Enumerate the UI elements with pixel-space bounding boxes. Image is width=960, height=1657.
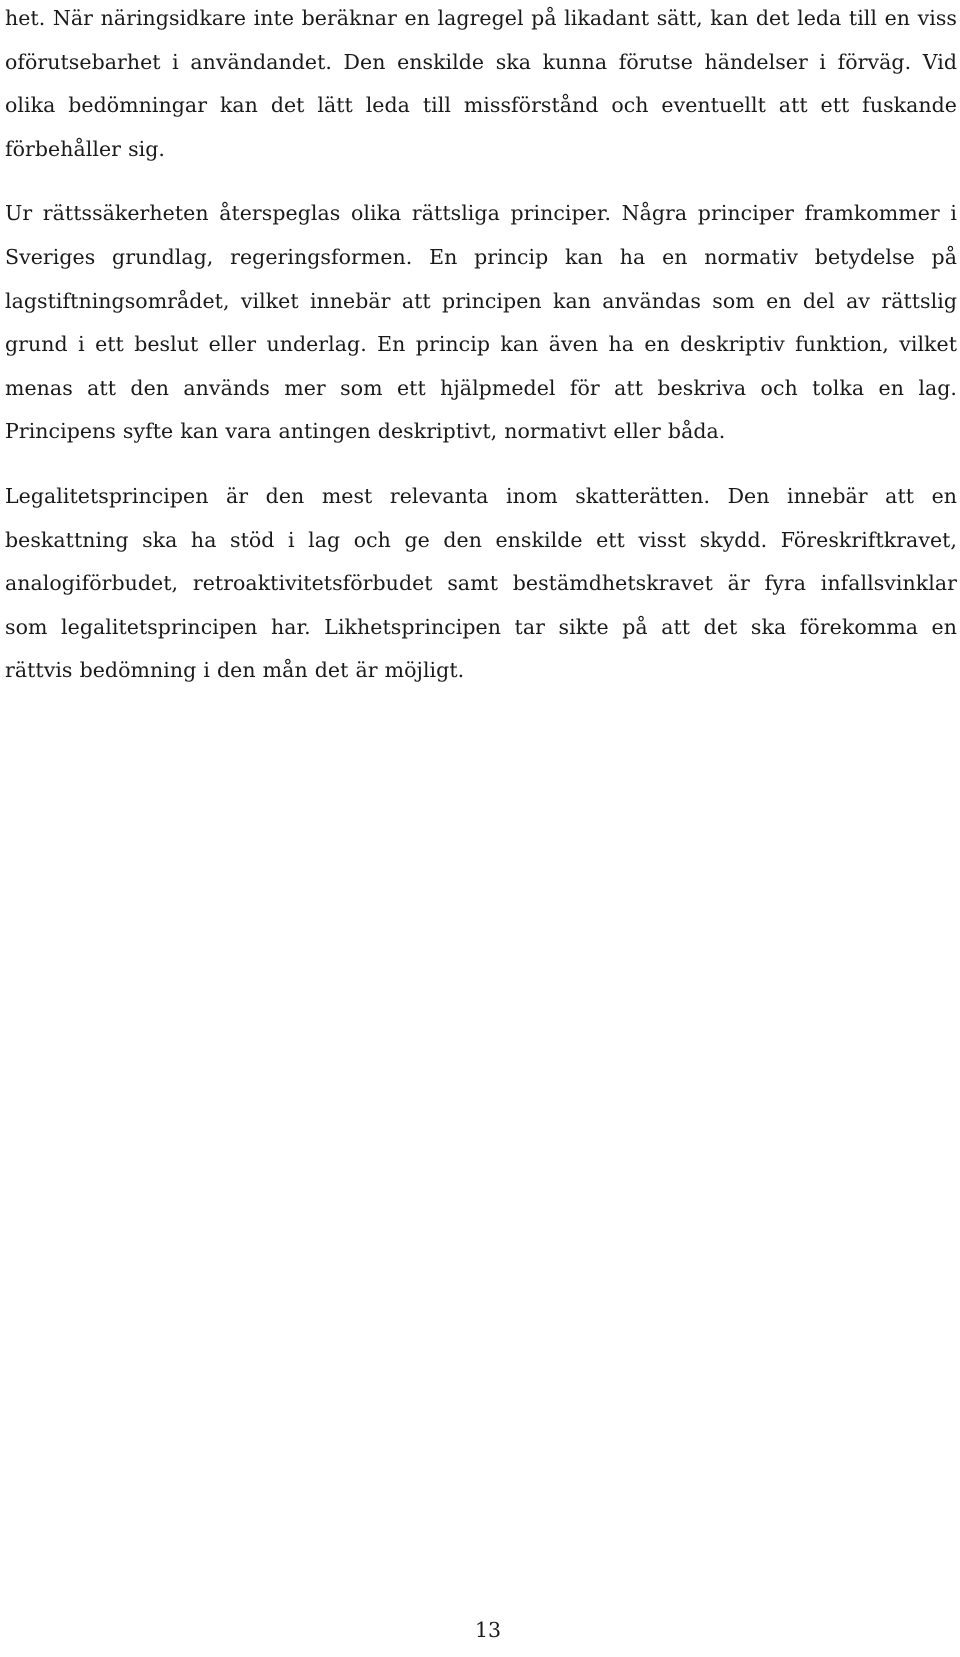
paragraph-3: Legalitetsprincipen är den mest relevanta inom skatterätten. Den innebär att en beskattning ska ha stöd i lag och ge den enskilde ett visst skydd. Föreskriftkravet, analogiförbudet, retroaktivitetsförbudet samt bestämdhetskravet är fyra infallsvinklar som legalitetsprincipen har. Likhetsprincipen tar sikte på att det ska förekomma en rättvis bedömning i den mån det är möjligt.	[5, 483, 957, 683]
page-number	[0, 1610, 952, 1650]
paragraph-2: Ur rättssäkerheten återspeglas olika rättsliga principer. Några principer framkommer i Sveriges grundlag, regeringsformen. En princip kan ha en normativ betydelse på lagstiftningsområdet, vilket innebär att principen kan användas som en del av rättslig grund i ett beslut eller underlag. En princip kan även ha en deskriptiv funktion, vilket menas att den används mer som ett hjälpmedel för att beskriva och tolka en lag. Principens syfte kan vara antingen deskriptivt, normativt eller båda.	[5, 201, 957, 444]
page-body	[5, 0, 957, 714]
paragraph-1: het. När näringsidkare inte beräknar en lagregel på likadant sätt, kan det leda till en viss oförutsebarhet i användandet. Den enskilde ska kunna förutse händelser i förväg. Vid olika bedömningar kan det lätt leda till missförstånd och eventuellt att ett fuskande förbehåller sig.	[5, 6, 957, 161]
page-number-text: 13	[474, 1618, 502, 1642]
